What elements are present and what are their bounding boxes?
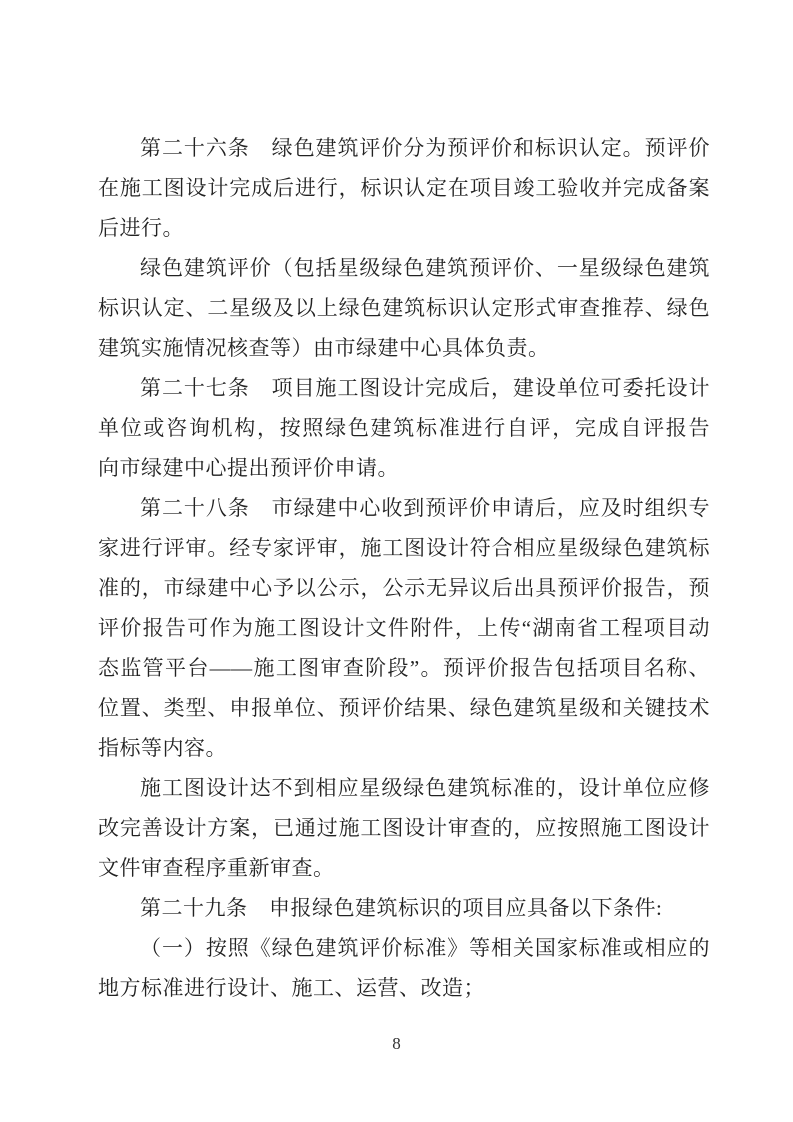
text-line: 标识认定、二星级及以上绿色建筑标识认定形式审查推荐、绿色 <box>98 296 710 320</box>
text-line: 单位或咨询机构，按照绿色建筑标准进行自评，完成自评报告 <box>98 416 710 440</box>
text-line: 指标等内容。 <box>98 736 227 760</box>
text-line: 文件审查程序重新审查。 <box>98 856 335 880</box>
text-line: 绿色建筑评价（包括星级绿色建筑预评价、一星级绿色建筑 <box>140 256 710 280</box>
text-line: 建筑实施情况核查等）由市绿建中心具体负责。 <box>98 336 550 360</box>
page-number: 8 <box>392 1034 401 1053</box>
text-line: 评价报告可作为施工图设计文件附件，上传“湖南省工程项目动 <box>98 616 710 640</box>
text-line: 后进行。 <box>98 216 184 240</box>
text-line-item-1: （一）按照《绿色建筑评价标准》等相关国家标准或相应的 <box>140 936 710 960</box>
text-line: 在施工图设计完成后进行，标识认定在项目竣工验收并完成备案 <box>98 176 710 200</box>
text-line: 位置、类型、申报单位、预评价结果、绿色建筑星级和关键技术 <box>98 696 710 720</box>
text-line-article-29: 第二十九条 申报绿色建筑标识的项目应具备以下条件: <box>140 896 663 920</box>
text-line: 施工图设计达不到相应星级绿色建筑标准的，设计单位应修 <box>140 776 710 800</box>
text-line: 态监管平台——施工图审查阶段”。预评价报告包括项目名称、 <box>98 656 710 680</box>
text-line: 准的，市绿建中心予以公示，公示无异议后出具预评价报告，预 <box>98 576 710 600</box>
text-line: 家进行评审。经专家评审，施工图设计符合相应星级绿色建筑标 <box>98 536 710 560</box>
text-line: 地方标准进行设计、施工、运营、改造； <box>98 976 485 1000</box>
text-line: 向市绿建中心提出预评价申请。 <box>98 456 399 480</box>
text-line-article-28: 第二十八条 市绿建中心收到预评价申请后，应及时组织专 <box>140 496 710 520</box>
text-line-article-27: 第二十七条 项目施工图设计完成后，建设单位可委托设计 <box>140 376 710 400</box>
text-line-article-26: 第二十六条 绿色建筑评价分为预评价和标识认定。预评价 <box>140 136 710 160</box>
document-text-block <box>98 128 710 1008</box>
text-line: 改完善设计方案，已通过施工图设计审查的，应按照施工图设计 <box>98 816 710 840</box>
